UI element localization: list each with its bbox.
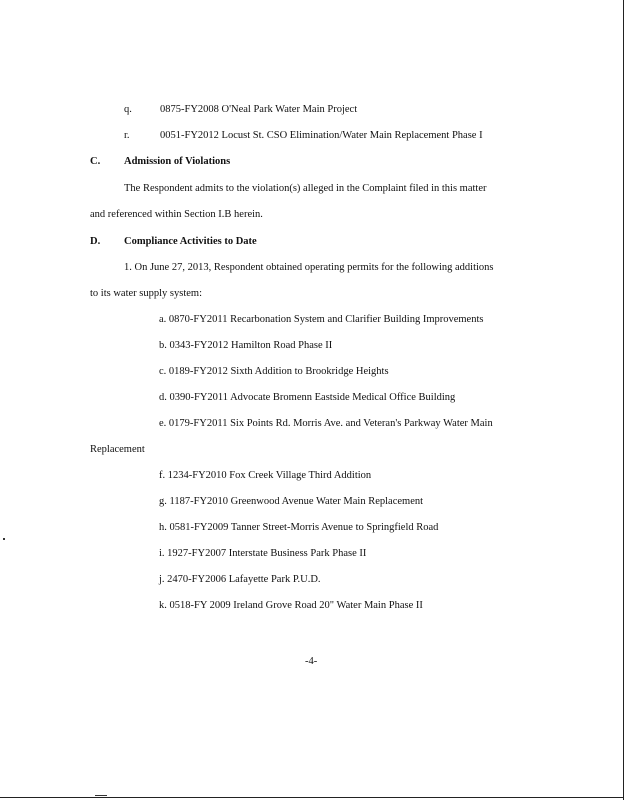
permit-item-e-continuation: Replacement	[90, 444, 145, 455]
permit-item-c: c. 0189-FY2012 Sixth Addition to Brookridge Heights	[159, 366, 389, 377]
section-d-paragraph-line-1: 1. On June 27, 2013, Respondent obtained operating permits for the following additions	[124, 262, 494, 273]
permit-item-b: b. 0343-FY2012 Hamilton Road Phase II	[159, 340, 333, 351]
permit-item-h: h. 0581-FY2009 Tanner Street-Morris Avenue to Springfield Road	[159, 522, 439, 533]
section-c-letter: C.	[90, 156, 101, 167]
list-item-r: 0051-FY2012 Locust St. CSO Elimination/Water Main Replacement Phase I	[160, 130, 483, 141]
permit-item-d: d. 0390-FY2011 Advocate Bromenn Eastside Medical Office Building	[159, 392, 456, 403]
section-c-heading: Admission of Violations	[124, 156, 231, 167]
page-number: -4-	[305, 656, 318, 667]
section-c-paragraph-line-2: and referenced within Section I.B herein.	[90, 209, 263, 220]
list-item-q: 0875-FY2008 O'Neal Park Water Main Project	[160, 104, 358, 115]
scan-speck	[95, 795, 107, 796]
scan-speck	[3, 538, 5, 540]
permit-item-e: e. 0179-FY2011 Six Points Rd. Morris Ave. and Veteran's Parkway Water Main	[159, 418, 493, 429]
permit-item-i: i. 1927-FY2007 Interstate Business Park Phase II	[159, 548, 367, 559]
section-d-letter: D.	[90, 236, 101, 247]
scan-border-bottom	[0, 797, 624, 798]
permit-item-a: a. 0870-FY2011 Recarbonation System and Clarifier Building Improvements	[159, 314, 484, 325]
list-marker-r: r.	[124, 130, 130, 141]
section-d-paragraph-line-2: to its water supply system:	[90, 288, 202, 299]
section-d-heading: Compliance Activities to Date	[124, 236, 257, 247]
section-c-paragraph-line-1: The Respondent admits to the violation(s) alleged in the Complaint filed in this matter	[124, 183, 487, 194]
list-marker-q: q.	[124, 104, 132, 115]
scan-border-right	[623, 0, 624, 800]
permit-item-f: f. 1234-FY2010 Fox Creek Village Third Addition	[159, 470, 372, 481]
permit-item-j: j. 2470-FY2006 Lafayette Park P.U.D.	[159, 574, 321, 585]
permit-item-g: g. 1187-FY2010 Greenwood Avenue Water Main Replacement	[159, 496, 424, 507]
permit-item-k: k. 0518-FY 2009 Ireland Grove Road 20" Water Main Phase II	[159, 600, 423, 611]
